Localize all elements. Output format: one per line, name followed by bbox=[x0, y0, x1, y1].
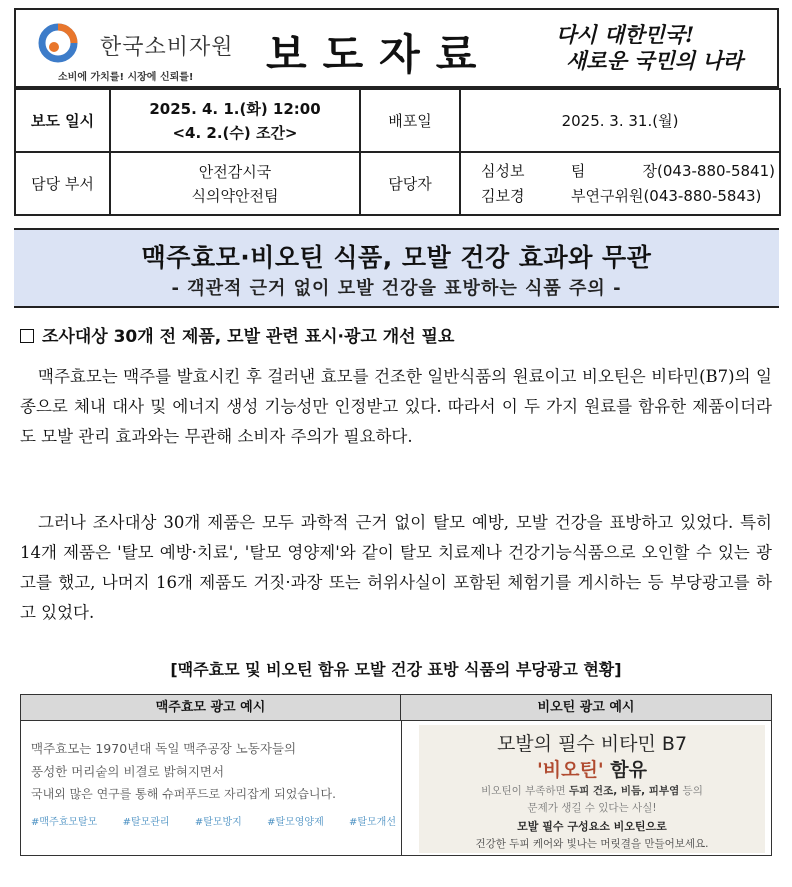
contact-name: 심성보 bbox=[481, 161, 525, 180]
contact-name: 김보경 bbox=[481, 186, 525, 205]
yeast-ad-line: 맥주효모는 1970년대 독일 맥주공장 노동자들의 bbox=[31, 741, 297, 756]
release-datetime: 2025. 4. 1.(화) 12:00 bbox=[149, 99, 321, 118]
biotin-line1-prefix: 비오틴이 부족하면 bbox=[481, 785, 569, 797]
org-slogan: 소비에 가치를! 시장에 신뢰를! bbox=[58, 72, 194, 83]
biotin-line1-suffix: 등의 bbox=[679, 785, 703, 797]
table-caption: [맥주효모 및 비오틴 함유 모발 건강 표방 식품의 부당광고 현황] bbox=[170, 660, 622, 679]
body-paragraph-1 bbox=[20, 362, 772, 452]
distribution-value: 2025. 3. 31.(월) bbox=[460, 89, 780, 152]
hashtag-list bbox=[31, 813, 396, 828]
section-heading bbox=[20, 322, 454, 347]
contact-row bbox=[481, 184, 775, 209]
kca-logo-icon bbox=[38, 23, 78, 63]
biotin-ad-line: 모발 필수 구성요소 비오틴으로 bbox=[517, 820, 667, 833]
yeast-ad-text bbox=[31, 737, 396, 806]
yeast-ad-line: 국내외 많은 연구를 통해 슈퍼푸드로 자리잡게 되었습니다. bbox=[31, 787, 336, 801]
biotin-ad-headline: 모발의 필수 비타민 B7 bbox=[496, 733, 688, 755]
main-headline: 맥주효모·비오틴 식품, 모발 건강 효과와 무관 bbox=[141, 243, 652, 272]
hashtag: #탈모영양제 bbox=[267, 817, 324, 828]
section-heading-text: 조사대상 30개 전 제품, 모발 관련 표시·광고 개선 필요 bbox=[42, 327, 455, 347]
hashtag: #탈모개선 bbox=[348, 817, 396, 828]
dept-bureau: 안전감시국 bbox=[198, 162, 272, 181]
hashtag: #맥주효모탈모 bbox=[31, 817, 98, 828]
biotin-line1-bold: 두피 건조, 비듬, 피부염 bbox=[568, 785, 680, 797]
release-edition: <4. 2.(수) 조간> bbox=[172, 123, 298, 142]
biotin-ad-badge bbox=[419, 755, 765, 782]
dept-label: 담당 부서 bbox=[15, 152, 110, 215]
release-label: 보도 일시 bbox=[15, 89, 110, 152]
contact-label: 담당자 bbox=[360, 152, 460, 215]
contact-role: 부연구위원(043-880-5843) bbox=[571, 186, 762, 205]
yeast-ad-header: 맥주효모 광고 예시 bbox=[21, 695, 401, 721]
body-paragraph-2 bbox=[20, 508, 772, 628]
org-name: 한국소비자원 bbox=[100, 35, 234, 60]
doc-title: 보도자료 bbox=[266, 30, 493, 79]
gov-slogan bbox=[556, 22, 766, 74]
contact-value bbox=[460, 152, 780, 215]
headline-band bbox=[14, 228, 779, 308]
dept-value bbox=[110, 152, 360, 215]
biotin-ad-badge-suffix: 함유 bbox=[603, 759, 648, 781]
biotin-ad-badge-quoted: '비오틴' bbox=[536, 759, 604, 781]
biotin-ad-line: 문제가 생길 수 있다는 사실! bbox=[527, 802, 657, 814]
checkbox-square-icon bbox=[20, 329, 34, 343]
contact-row bbox=[481, 159, 775, 184]
gov-slogan-line2: 새로운 국민의 나라 bbox=[566, 48, 743, 73]
paragraph-text: 그러나 조사대상 30개 제품은 모두 과학적 근거 없이 탈모 예방, 모발 건강을 표방하고 있었다. 특히 14개 제품은 '탈모 예방·치료', '탈모 영양제'와 같이 탈모 치료제나 건강기능식품으로 오인할 수 있는 광고를 했고, 나머지 16개 제품도 거짓·과장 또는 허위사실이 포함된 체험기를 게시하는 등 부당광고를 하고 있었다. bbox=[20, 513, 772, 622]
biotin-ad-header: 비오틴 광고 예시 bbox=[401, 695, 771, 721]
release-value bbox=[110, 89, 360, 152]
hashtag: #탈모관리 bbox=[122, 817, 170, 828]
release-info-table bbox=[14, 88, 781, 216]
biotin-ad-line: 건강한 두피 케어와 빛나는 머릿결을 만들어보세요. bbox=[475, 838, 709, 850]
paragraph-text: 맥주효모는 맥주를 발효시킨 후 걸러낸 효모를 건조한 일반식품의 원료이고 비오틴은 비타민(B7)의 일종으로 체내 대사 및 에너지 생성 기능성만 인정받고 있다. 따라서 이 두 가지 원료를 함유한 제품이더라도 모발 관리 효과와는 무관해 소비자 주의가 필요하다. bbox=[20, 367, 772, 446]
hashtag: #탈모방지 bbox=[194, 817, 242, 828]
distribution-label: 배포일 bbox=[360, 89, 460, 152]
contact-role: 팀 장(043-880-5841) bbox=[570, 161, 775, 180]
gov-slogan-line1: 다시 대한민국! bbox=[556, 22, 695, 47]
biotin-ad-line bbox=[419, 783, 765, 798]
document-header bbox=[14, 8, 779, 88]
sub-headline: - 객관적 근거 없이 모발 건강을 표방하는 식품 주의 - bbox=[171, 278, 622, 299]
column-divider bbox=[401, 721, 402, 855]
dept-team: 식의약안전팀 bbox=[191, 186, 279, 205]
biotin-ad-image bbox=[419, 725, 765, 853]
yeast-ad-line: 풍성한 머리숱의 비결로 밝혀지면서 bbox=[31, 764, 225, 779]
ad-example-table bbox=[20, 694, 772, 856]
